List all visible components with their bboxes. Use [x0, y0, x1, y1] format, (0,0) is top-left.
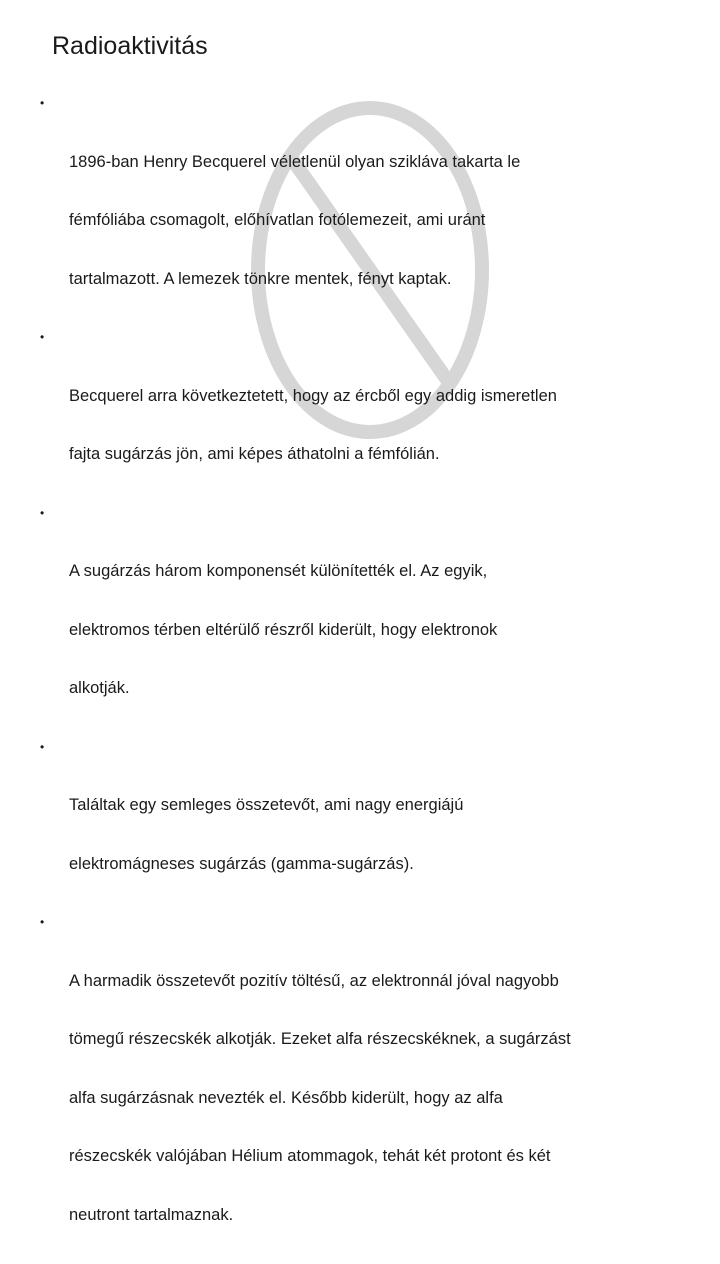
bullet-line: elektromágneses sugárzás (gamma-sugárzás). [69, 854, 414, 873]
bullet-line: részecskék valójában Hélium atommagok, tehát két protont és két [69, 1147, 551, 1165]
bullet-item [40, 913, 680, 1264]
bullet-dot-icon: • [40, 330, 45, 344]
bullet-line: A harmadik összetevőt pozitív töltésű, az elektronnál jóval nagyobb [69, 971, 559, 990]
bullet-item [40, 328, 680, 504]
bullet-line: neutront tartalmaznak. [69, 1205, 234, 1224]
bullet-line: fémfóliába csomagolt, előhívatlan fotólemezeit, ami uránt [69, 211, 486, 229]
bullet-line: alkotják. [69, 679, 130, 697]
bullet-line: tömegű részecskék alkotják. Ezeket alfa részecskéknek, a sugárzást [69, 1030, 571, 1048]
bullet-dot-icon: • [40, 915, 45, 929]
bullet-line: Találtak egy semleges összetevőt, ami nagy energiájú [69, 796, 464, 814]
bullet-line: elektromos térben eltérülő részről kiderült, hogy elektronok [69, 620, 498, 639]
bullet-line: 1896-ban Henry Becquerel véletlenül olyan szikláva takarta le [69, 152, 521, 171]
bullet-item [40, 504, 680, 738]
bullet-line: tartalmazott. A lemezek tönkre mentek, fényt kaptak. [69, 269, 452, 288]
bullet-line: fajta sugárzás jön, ami képes áthatolni a fémfólián. [69, 445, 440, 463]
bullet-item [40, 94, 680, 328]
bullet-list [40, 94, 680, 1264]
bullet-line: Becquerel arra következtetett, hogy az ércből egy addig ismeretlen [69, 386, 557, 405]
bullet-line: A sugárzás három komponensét különítették el. Az egyik, [69, 562, 488, 580]
slide-title: Radioaktivitás [52, 32, 208, 60]
bullet-dot-icon: • [40, 96, 45, 110]
bullet-line: alfa sugárzásnak nevezték el. Később kiderült, hogy az alfa [69, 1088, 503, 1107]
bullet-dot-icon: • [40, 505, 45, 520]
bullet-dot-icon: • [40, 739, 45, 754]
bullet-item [40, 738, 680, 914]
